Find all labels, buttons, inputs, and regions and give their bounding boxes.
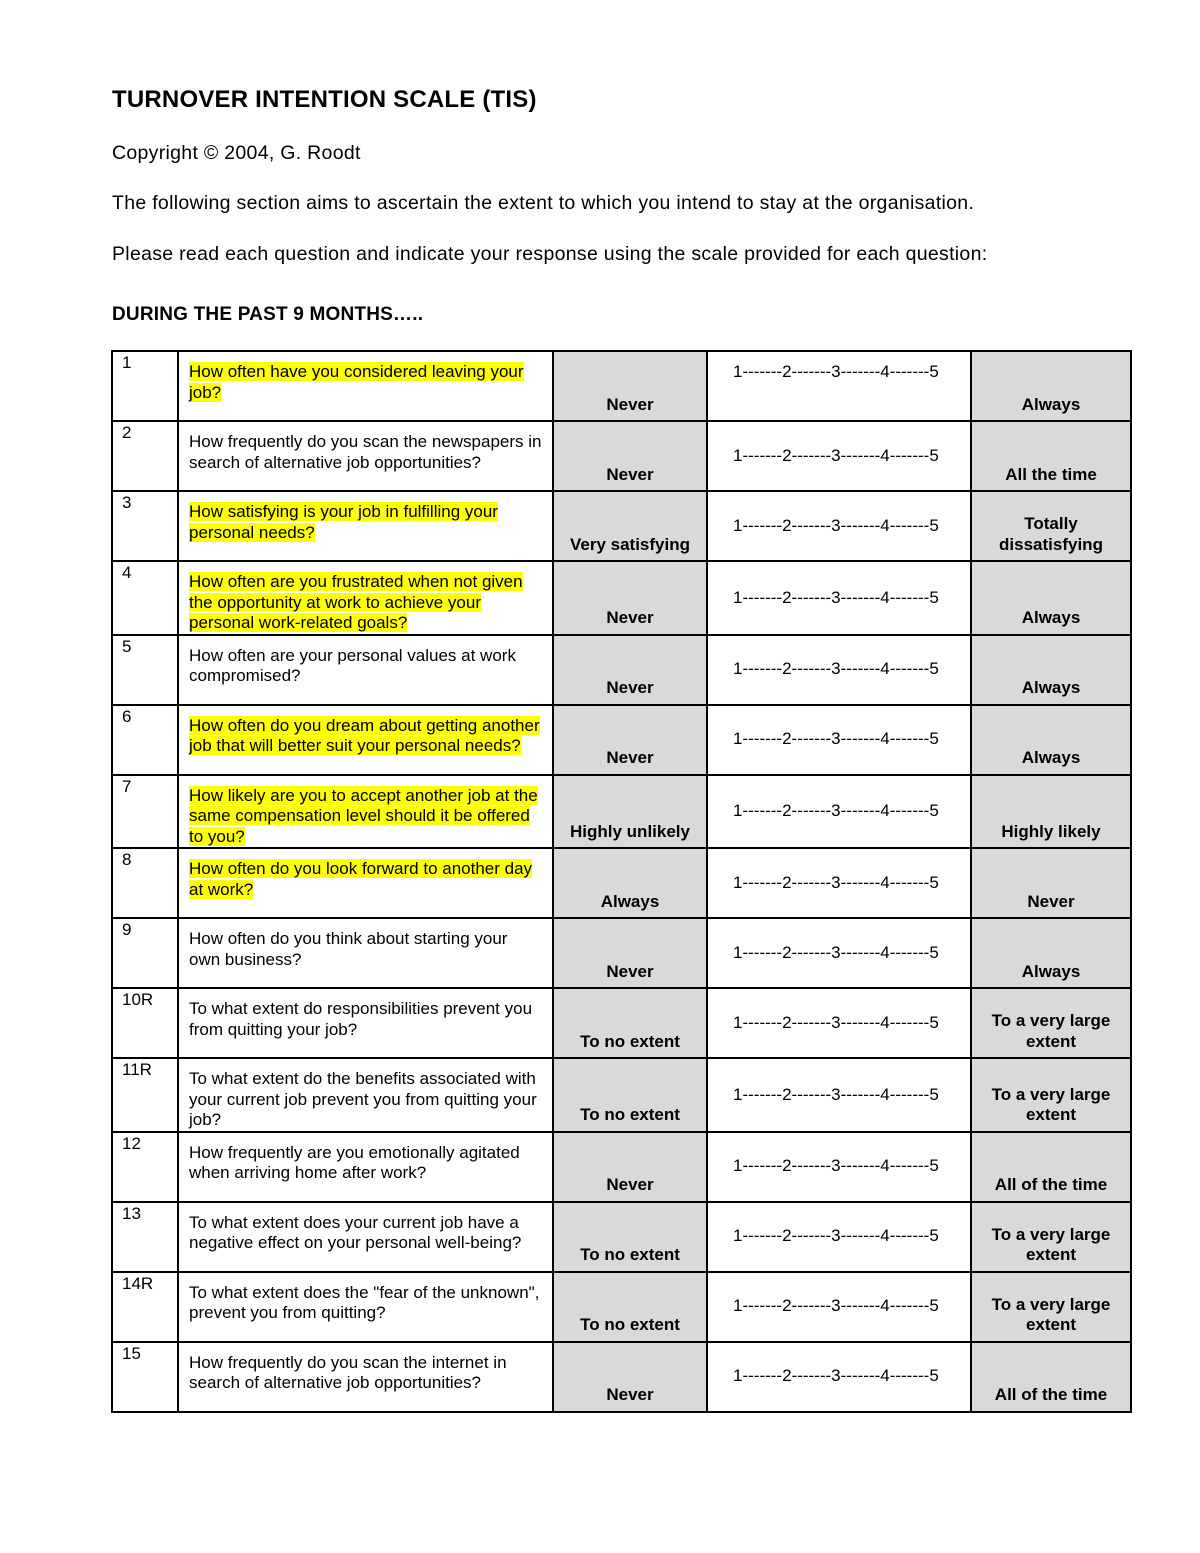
question-cell <box>178 1202 553 1272</box>
low-anchor-label: Never <box>553 1132 707 1202</box>
high-anchor-label: Always <box>971 635 1131 705</box>
question-text: How often have you considered leaving your job? <box>189 362 524 402</box>
low-anchor-label: Never <box>553 351 707 421</box>
question-text: How often are you frustrated when not given the opportunity at work to achieve your personal work-related goals? <box>189 572 523 632</box>
time-period-heading: DURING THE PAST 9 MONTHS….. <box>112 304 424 325</box>
high-anchor-label: To a very large extent <box>971 988 1131 1058</box>
question-cell <box>178 705 553 775</box>
question-text: To what extent does the "fear of the unknown", prevent you from quitting? <box>189 1282 540 1322</box>
high-anchor-label: Always <box>971 351 1131 421</box>
rating-scale[interactable]: 1-------2-------3-------4-------5 <box>707 848 971 918</box>
question-cell <box>178 1272 553 1342</box>
rating-scale[interactable]: 1-------2-------3-------4-------5 <box>707 1058 971 1132</box>
high-anchor-label: All of the time <box>971 1342 1131 1412</box>
question-number: 12 <box>112 1132 178 1202</box>
question-number: 6 <box>112 705 178 775</box>
high-anchor-label: To a very large extent <box>971 1058 1131 1132</box>
question-row <box>112 988 1131 1058</box>
high-anchor-label: Always <box>971 705 1131 775</box>
question-cell <box>178 848 553 918</box>
question-row <box>112 491 1131 561</box>
question-row <box>112 421 1131 491</box>
high-anchor-label: All the time <box>971 421 1131 491</box>
low-anchor-label: Never <box>553 561 707 635</box>
question-text: How often do you think about starting your own business? <box>189 929 508 969</box>
question-number: 4 <box>112 561 178 635</box>
question-cell <box>178 988 553 1058</box>
document-title: TURNOVER INTENTION SCALE (TIS) <box>112 86 537 113</box>
low-anchor-label: Never <box>553 705 707 775</box>
high-anchor-label: Always <box>971 918 1131 988</box>
low-anchor-label: Never <box>553 635 707 705</box>
question-cell <box>178 918 553 988</box>
high-anchor-label: To a very large extent <box>971 1272 1131 1342</box>
rating-scale[interactable]: 1-------2-------3-------4-------5 <box>707 1272 971 1342</box>
question-row <box>112 918 1131 988</box>
question-row <box>112 1272 1131 1342</box>
rating-scale[interactable]: 1-------2-------3-------4-------5 <box>707 988 971 1058</box>
question-cell <box>178 1058 553 1132</box>
question-cell <box>178 421 553 491</box>
question-cell <box>178 491 553 561</box>
instruction-text: Please read each question and indicate your response using the scale provided for each question: <box>112 243 988 265</box>
question-row <box>112 775 1131 849</box>
rating-scale[interactable]: 1-------2-------3-------4-------5 <box>707 421 971 491</box>
question-row <box>112 1132 1131 1202</box>
rating-scale[interactable]: 1-------2-------3-------4-------5 <box>707 1132 971 1202</box>
question-number: 13 <box>112 1202 178 1272</box>
high-anchor-label: To a very large extent <box>971 1202 1131 1272</box>
rating-scale[interactable]: 1-------2-------3-------4-------5 <box>707 1202 971 1272</box>
question-text: How satisfying is your job in fulfilling your personal needs? <box>189 502 498 542</box>
question-text: To what extent does your current job have a negative effect on your personal well-being? <box>189 1212 522 1252</box>
high-anchor-label: Never <box>971 848 1131 918</box>
question-number: 3 <box>112 491 178 561</box>
low-anchor-label: Never <box>553 421 707 491</box>
low-anchor-label: Always <box>553 848 707 918</box>
question-number: 15 <box>112 1342 178 1412</box>
question-text: To what extent do the benefits associated with your current job prevent you from quitting your job? <box>189 1069 537 1129</box>
question-text: How frequently do you scan the newspapers in search of alternative job opportunities? <box>189 432 542 472</box>
low-anchor-label: To no extent <box>553 1058 707 1132</box>
question-number: 8 <box>112 848 178 918</box>
question-row <box>112 561 1131 635</box>
high-anchor-label: Highly likely <box>971 775 1131 849</box>
question-number: 5 <box>112 635 178 705</box>
question-row <box>112 705 1131 775</box>
question-cell <box>178 561 553 635</box>
question-cell <box>178 351 553 421</box>
rating-scale[interactable]: 1-------2-------3-------4-------5 <box>707 635 971 705</box>
question-row <box>112 1058 1131 1132</box>
question-number: 11R <box>112 1058 178 1132</box>
question-number: 7 <box>112 775 178 849</box>
question-text: How often do you dream about getting another job that will better suit your personal needs? <box>189 715 540 755</box>
low-anchor-label: To no extent <box>553 1272 707 1342</box>
low-anchor-label: Highly unlikely <box>553 775 707 849</box>
intro-text: The following section aims to ascertain the extent to which you intend to stay at the organisation. <box>112 192 975 214</box>
question-number: 9 <box>112 918 178 988</box>
question-text: How frequently are you emotionally agitated when arriving home after work? <box>189 1142 520 1182</box>
question-text: How likely are you to accept another job at the same compensation level should it be offered to you? <box>189 785 538 846</box>
question-text: To what extent do responsibilities prevent you from quitting your job? <box>189 999 533 1039</box>
question-row <box>112 1342 1131 1412</box>
question-cell <box>178 635 553 705</box>
rating-scale[interactable]: 1-------2-------3-------4-------5 <box>707 918 971 988</box>
rating-scale[interactable]: 1-------2-------3-------4-------5 <box>707 561 971 635</box>
question-row <box>112 1202 1131 1272</box>
question-cell <box>178 1342 553 1412</box>
question-cell <box>178 1132 553 1202</box>
rating-scale[interactable]: 1-------2-------3-------4-------5 <box>707 491 971 561</box>
rating-scale[interactable]: 1-------2-------3-------4-------5 <box>707 1342 971 1412</box>
question-row <box>112 848 1131 918</box>
question-cell <box>178 775 553 849</box>
low-anchor-label: Very satisfying <box>553 491 707 561</box>
question-text: How frequently do you scan the internet in search of alternative job opportunities? <box>189 1352 507 1392</box>
question-number: 10R <box>112 988 178 1058</box>
low-anchor-label: Never <box>553 918 707 988</box>
rating-scale[interactable]: 1-------2-------3-------4-------5 <box>707 705 971 775</box>
copyright-notice: Copyright © 2004, G. Roodt <box>112 142 361 164</box>
rating-scale[interactable]: 1-------2-------3-------4-------5 <box>707 351 971 421</box>
low-anchor-label: To no extent <box>553 1202 707 1272</box>
high-anchor-label: Always <box>971 561 1131 635</box>
question-text: How often are your personal values at work compromised? <box>189 645 516 685</box>
high-anchor-label: All of the time <box>971 1132 1131 1202</box>
question-number: 2 <box>112 421 178 491</box>
question-number: 1 <box>112 351 178 421</box>
low-anchor-label: Never <box>553 1342 707 1412</box>
question-number: 14R <box>112 1272 178 1342</box>
question-row <box>112 635 1131 705</box>
questionnaire-table <box>111 350 1132 1413</box>
question-text: How often do you look forward to another day at work? <box>189 859 533 899</box>
rating-scale[interactable]: 1-------2-------3-------4-------5 <box>707 775 971 849</box>
low-anchor-label: To no extent <box>553 988 707 1058</box>
question-row <box>112 351 1131 421</box>
high-anchor-label: Totally dissatisfying <box>971 491 1131 561</box>
